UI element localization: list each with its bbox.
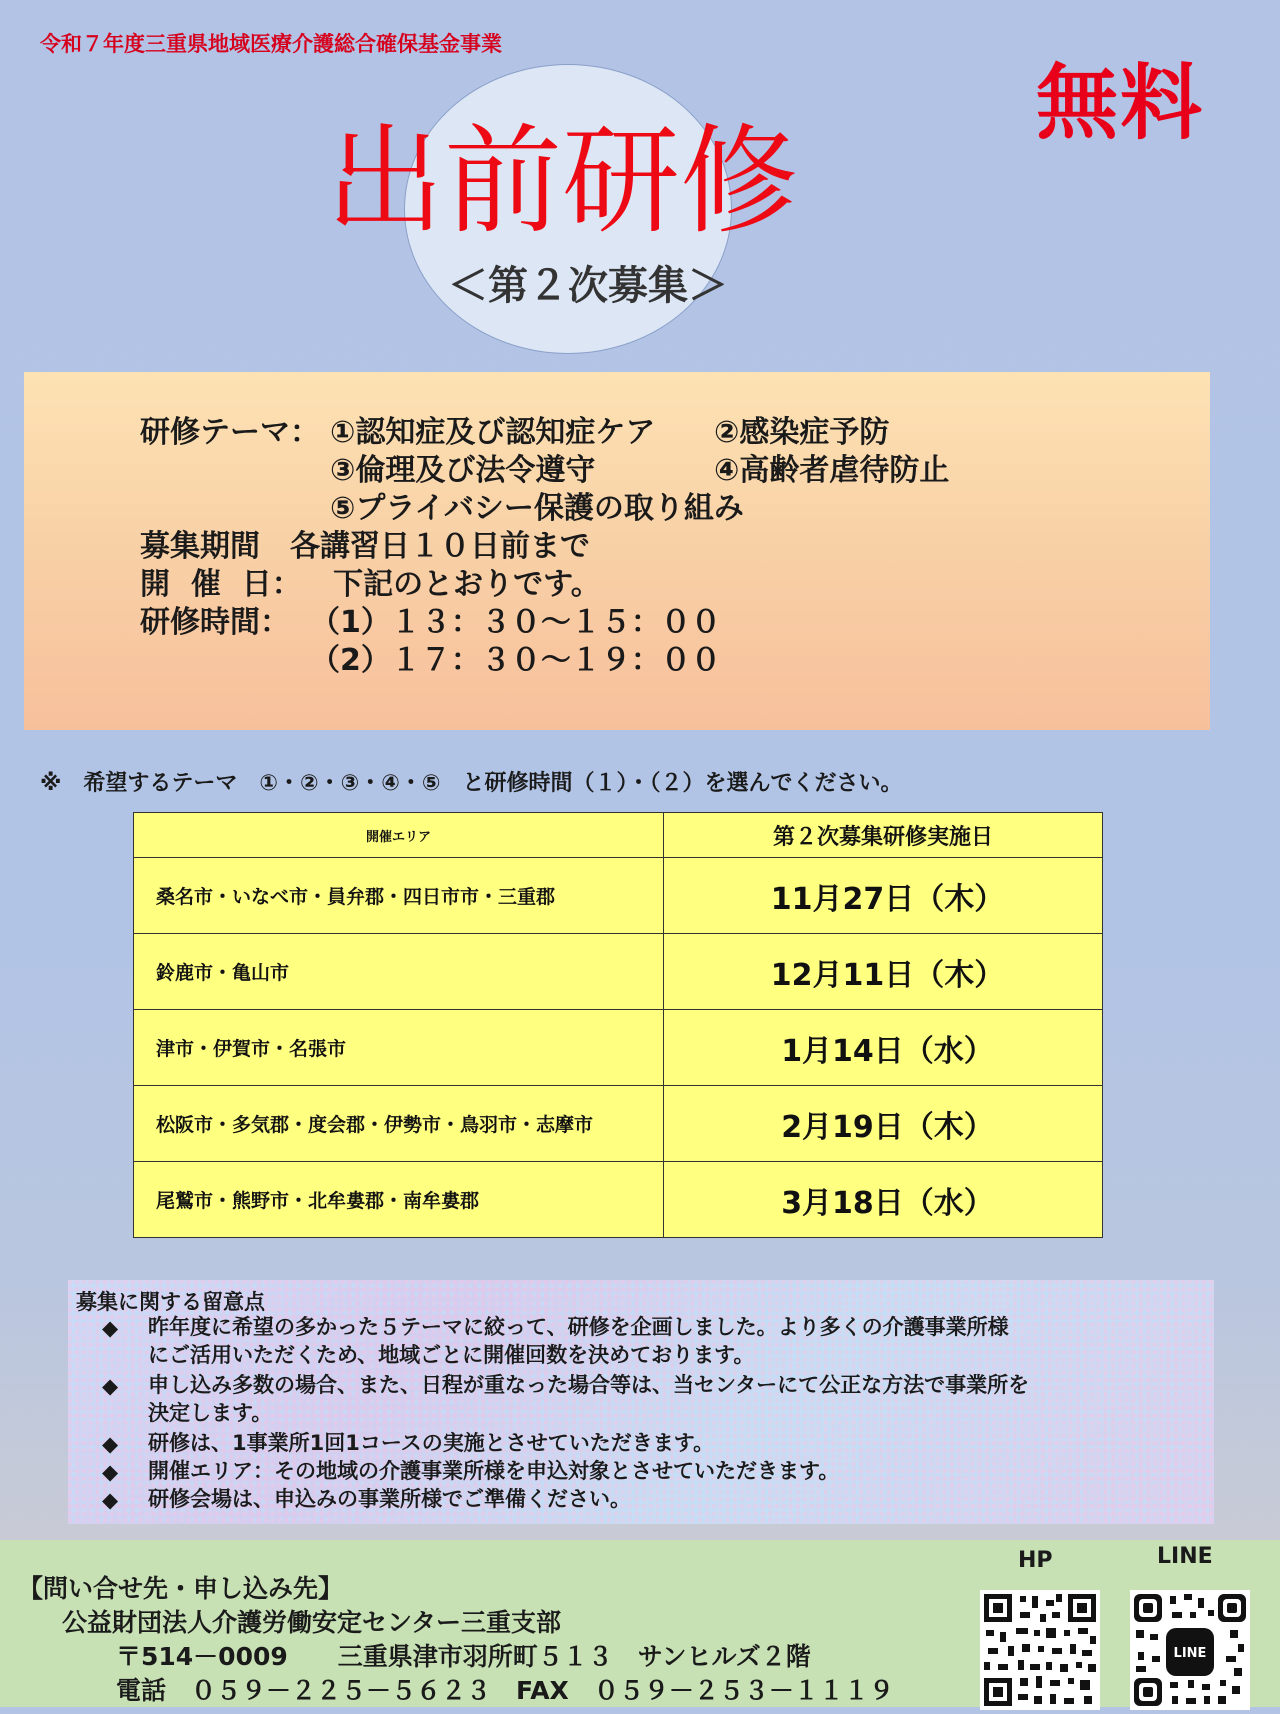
table-row — [134, 1162, 1103, 1238]
caution-box — [68, 1280, 1214, 1524]
contact-footer — [0, 1540, 1280, 1707]
theme-3: ③倫理及び法令遵守 — [330, 453, 596, 488]
contact-heading: 【問い合せ先・申し込み先】 — [18, 1574, 344, 1603]
area-cell: 松阪市・多気郡・度会郡・伊勢市・鳥羽市・志摩市 — [134, 1086, 664, 1162]
hp-label: HP — [1018, 1548, 1053, 1573]
caution-item-1a: 昨年度に希望の多かった５テーマに絞って、研修を企画しました。より多くの介護事業所様 — [148, 1315, 1009, 1339]
info-box — [24, 372, 1210, 730]
theme-4: ④高齢者虐待防止 — [714, 453, 950, 488]
date-cell: 11月27日（木） — [664, 858, 1103, 934]
line-label: LINE — [1157, 1544, 1213, 1569]
time-label: 研修時間： — [140, 605, 290, 640]
caution-item-2a: 申し込み多数の場合、また、日程が重なった場合等は、当センターにて公正な方法で事業所を — [148, 1373, 1030, 1397]
caution-title: 募集に関する留意点 — [76, 1290, 265, 1314]
free-label: 無料 — [1036, 55, 1205, 151]
event-dates: 開 催 日： 下記のとおりです。 — [140, 567, 601, 602]
date-cell: 12月11日（木） — [664, 934, 1103, 1010]
caution-item-2b: 決定します。 — [148, 1401, 273, 1425]
theme-5: ⑤プライバシー保護の取り組み — [330, 491, 744, 526]
sub-title: ＜第２次募集＞ — [448, 263, 728, 309]
line-qr-icon — [1130, 1590, 1250, 1710]
time-2: （2）１７：３０～１９：００ — [310, 643, 721, 678]
table-row — [134, 1086, 1103, 1162]
bullet-icon: ◆ — [102, 1316, 119, 1340]
schedule-table — [133, 812, 1103, 1238]
table-row — [134, 858, 1103, 934]
area-cell: 津市・伊賀市・名張市 — [134, 1010, 664, 1086]
selection-note: ※ 希望するテーマ ①・②・③・④・⑤ と研修時間（１）・（２）を選んでください。 — [40, 771, 903, 796]
contact-phone: 電話 ０５９－２２５－５６２３ FAX ０５９－２５３－１１１９ — [116, 1676, 894, 1705]
time-1: （1）１３：３０～１５：００ — [310, 605, 721, 640]
contact-org: 公益財団法人介護労働安定センター三重支部 — [62, 1608, 562, 1637]
main-title: 出前研修 — [326, 112, 799, 250]
recruit-period: 募集期間 各講習日１０日前まで — [140, 529, 590, 564]
area-cell: 桑名市・いなべ市・員弁郡・四日市市・三重郡 — [134, 858, 664, 934]
theme-2: ②感染症予防 — [714, 415, 890, 450]
caution-item-3: 研修は、1事業所1回1コースの実施とさせていただきます。 — [148, 1431, 715, 1455]
bullet-icon: ◆ — [102, 1432, 119, 1456]
bullet-icon: ◆ — [102, 1460, 119, 1484]
header-date: 第２次募集研修実施日 — [664, 813, 1103, 858]
line-qr-code[interactable] — [1130, 1590, 1250, 1710]
date-cell: 2月19日（木） — [664, 1086, 1103, 1162]
date-cell: 1月14日（水） — [664, 1010, 1103, 1086]
hp-qr-code[interactable] — [980, 1590, 1100, 1710]
theme-1: ①認知症及び認知症ケア — [330, 415, 656, 450]
caution-item-1b: にご活用いただくため、地域ごとに開催回数を決めております。 — [148, 1343, 755, 1367]
header-area: 開催エリア — [134, 813, 664, 858]
bullet-icon: ◆ — [102, 1488, 119, 1512]
theme-label: 研修テーマ： — [140, 415, 320, 450]
table-row — [134, 1010, 1103, 1086]
caution-item-5: 研修会場は、申込みの事業所様でご準備ください。 — [148, 1487, 631, 1511]
bullet-icon: ◆ — [102, 1374, 119, 1398]
table-row — [134, 934, 1103, 1010]
contact-address: 〒514－0009 三重県津市羽所町５１３ サンヒルズ２階 — [116, 1642, 811, 1671]
fund-title: 令和７年度三重県地域医療介護総合確保基金事業 — [40, 32, 502, 56]
date-cell: 3月18日（水） — [664, 1162, 1103, 1238]
line-qr-text: LINE — [1173, 1646, 1207, 1661]
caution-item-4: 開催エリア：その地域の介護事業所様を申込対象とさせていただきます。 — [148, 1459, 840, 1483]
hp-qr-icon — [980, 1590, 1100, 1710]
area-cell: 尾鷲市・熊野市・北牟婁郡・南牟婁郡 — [134, 1162, 664, 1238]
area-cell: 鈴鹿市・亀山市 — [134, 934, 664, 1010]
table-header-row — [134, 813, 1103, 858]
